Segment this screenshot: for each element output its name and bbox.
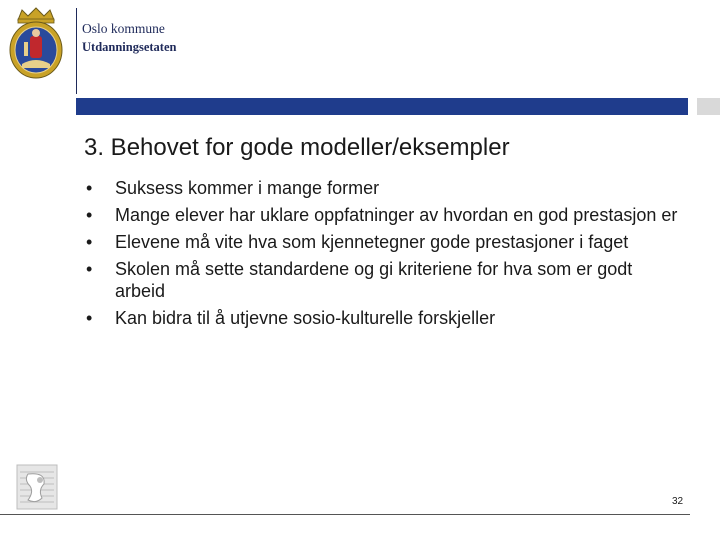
bullet-text: Suksess kommer i mange former [115, 178, 380, 198]
bullet-marker: • [86, 259, 93, 279]
header-bar-stub [697, 98, 720, 115]
bullet-marker: • [86, 232, 93, 252]
footer-rule [0, 514, 690, 515]
bullet-list [86, 177, 686, 334]
org-line-1: Oslo kommune [82, 21, 165, 36]
bullet-text: Skolen må sette standardene og gi kriteriene for hva som er godt arbeid [115, 259, 633, 301]
bullet-text: Kan bidra til å utjevne sosio-kulturelle forskjeller [115, 308, 496, 328]
bullet-item [86, 307, 686, 329]
bullet-text: Mange elever har uklare oppfatninger av hvordan en god prestasjon er [115, 205, 678, 225]
oslo-city-seal-icon [8, 6, 64, 82]
oslo-emblem-icon [16, 464, 58, 510]
bullet-item [86, 177, 686, 199]
bullet-item [86, 231, 686, 253]
organization-name [82, 20, 176, 56]
header-bar [76, 98, 688, 115]
bullet-text: Elevene må vite hva som kjennetegner gode prestasjoner i faget [115, 232, 629, 252]
bullet-item [86, 258, 686, 302]
page-number: 32 [672, 496, 684, 507]
bullet-marker: • [86, 205, 93, 225]
slide-title: 3. Behovet for gode modeller/eksempler [84, 134, 510, 161]
bullet-marker: • [86, 178, 93, 198]
header-divider [76, 8, 77, 94]
bullet-item [86, 204, 686, 226]
org-line-2: Utdanningsetaten [82, 40, 177, 54]
bullet-marker: • [86, 308, 93, 328]
